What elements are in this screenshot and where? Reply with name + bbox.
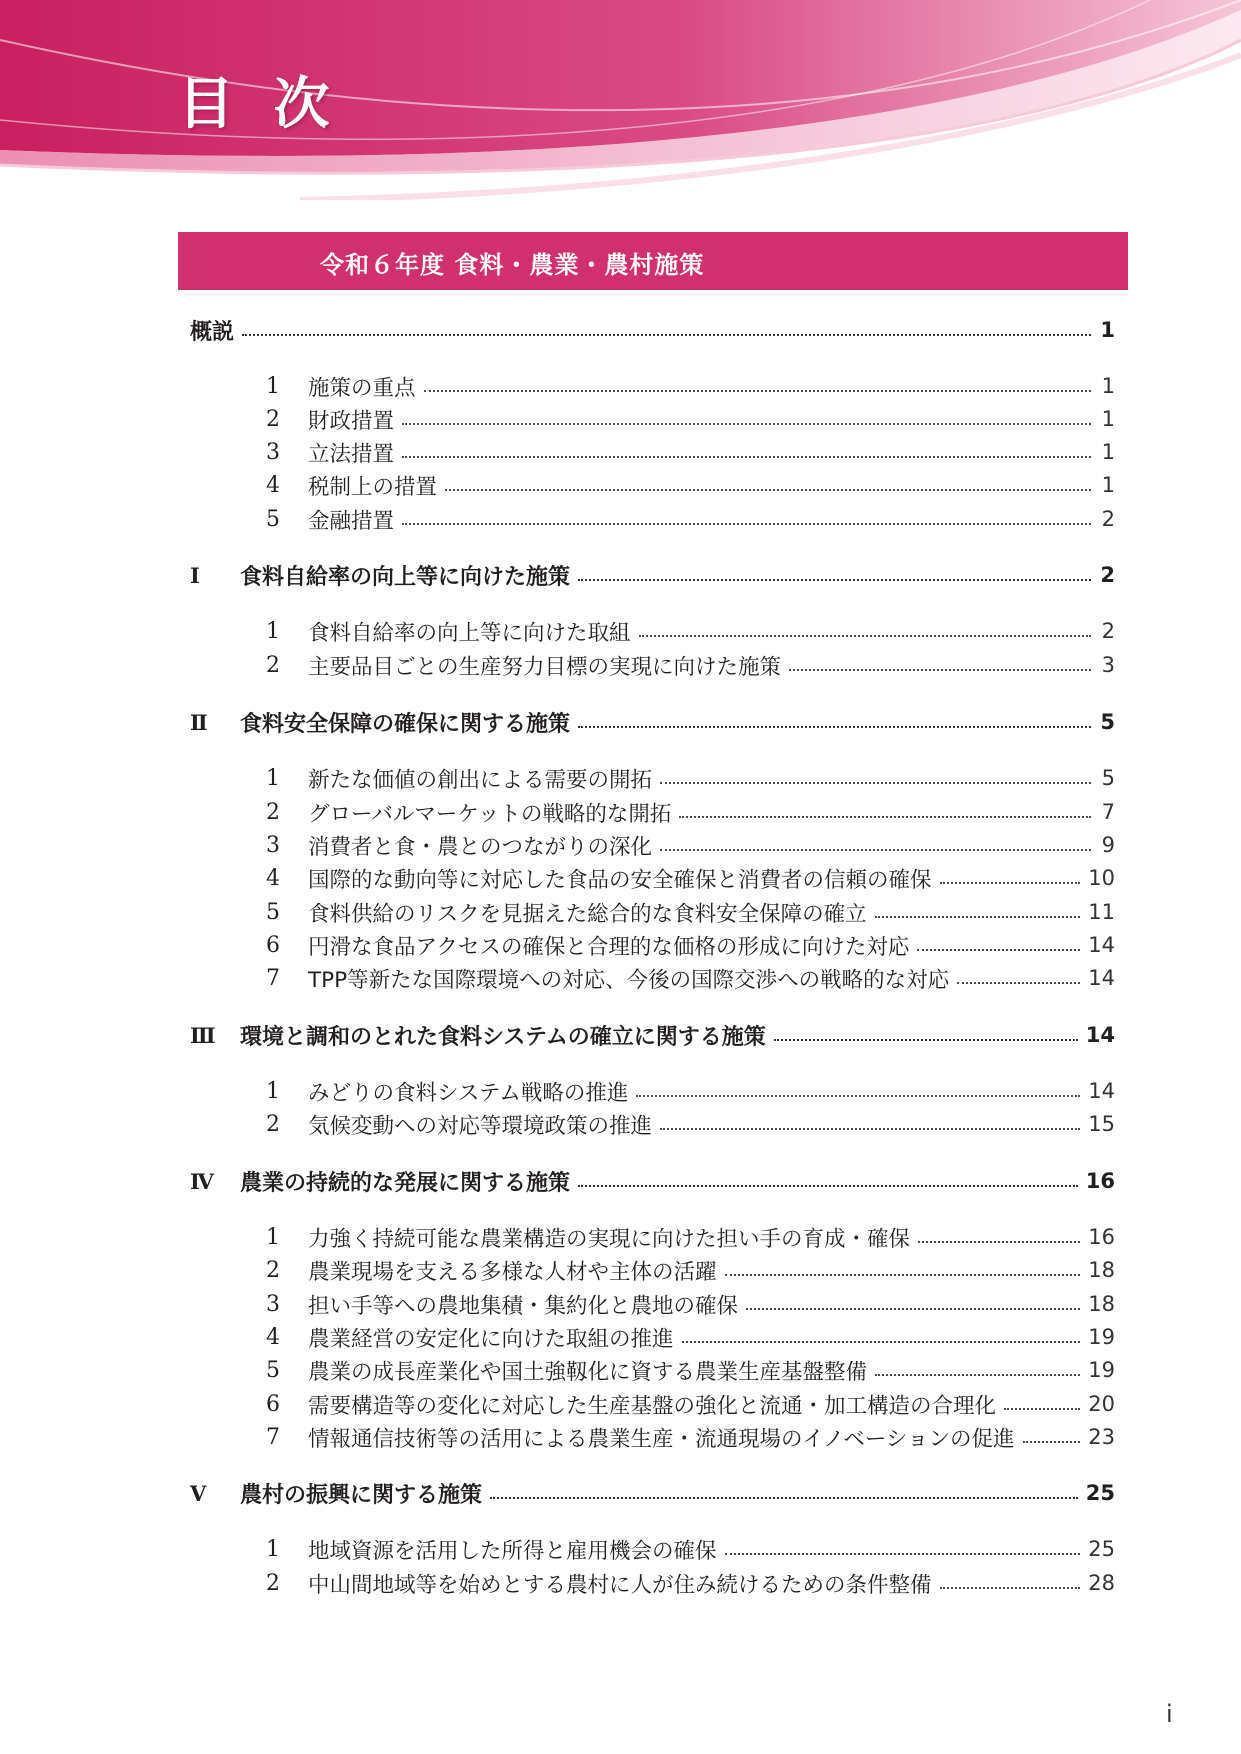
dot-leader xyxy=(402,422,1091,425)
toc-entry-number: 7 xyxy=(266,965,280,991)
toc-entry-page: 3 xyxy=(1101,653,1115,677)
toc-item-row[interactable] xyxy=(266,1420,1115,1454)
toc-entry-page: 23 xyxy=(1088,1425,1115,1449)
toc-entry-title: 気候変動への対応等環境政策の推進 xyxy=(308,1113,653,1139)
toc-entry-title: 円滑な食品アクセスの確保と合理的な価格の形成に向けた対応 xyxy=(308,934,910,960)
dot-leader xyxy=(402,455,1091,458)
toc-entry-number: 2 xyxy=(266,1257,280,1283)
toc-entry-title: みどりの食料システム戦略の推進 xyxy=(308,1080,629,1106)
toc-entry-title: 消費者と食・農とのつながりの深化 xyxy=(308,834,653,860)
toc-entry-title: 農業現場を支える多様な人材や主体の活躍 xyxy=(308,1259,717,1285)
toc-entry-number: Ⅰ xyxy=(190,562,200,588)
toc-entry-title: 農業の持続的な発展に関する施策 xyxy=(240,1170,571,1196)
toc-entry-title: 担い手等への農地集積・集約化と農地の確保 xyxy=(308,1293,739,1319)
dot-leader xyxy=(918,1240,1080,1243)
toc-entry-page: 1 xyxy=(1100,318,1115,342)
toc-entry-title: 主要品目ごとの生産努力目標の実現に向けた施策 xyxy=(308,654,782,680)
toc-item-row[interactable] xyxy=(266,928,1115,962)
toc-entry-page: 19 xyxy=(1088,1325,1115,1349)
toc-chapter-row[interactable] xyxy=(190,558,1115,592)
toc-entry-page: 16 xyxy=(1088,1225,1115,1249)
dot-leader xyxy=(789,668,1091,671)
toc-entry-title: 農村の振興に関する施策 xyxy=(240,1482,483,1508)
toc-entry-page: 5 xyxy=(1101,766,1115,790)
toc-entry-page: 18 xyxy=(1088,1292,1115,1316)
dot-leader xyxy=(957,981,1080,984)
toc-entry-number: 2 xyxy=(266,406,280,432)
toc-entry-title: 新たな価値の創出による需要の開拓 xyxy=(308,767,653,793)
toc-entry-page: 1 xyxy=(1101,440,1115,464)
dot-leader xyxy=(725,1273,1081,1276)
toc-entry-number: 5 xyxy=(266,506,280,532)
toc-item-row[interactable] xyxy=(266,1220,1115,1254)
toc-item-row[interactable] xyxy=(266,1287,1115,1321)
toc-item-row[interactable] xyxy=(266,468,1115,502)
toc-entry-page: 11 xyxy=(1088,900,1115,924)
toc-entry-number: 6 xyxy=(266,1391,280,1417)
toc-item-row[interactable] xyxy=(266,1320,1115,1354)
dot-leader xyxy=(660,781,1091,784)
toc-entry-page: 7 xyxy=(1101,800,1115,824)
toc-entry-number: 1 xyxy=(266,1078,280,1104)
toc-entry-number: 3 xyxy=(266,832,280,858)
toc-entry-number: Ⅲ xyxy=(190,1022,216,1048)
toc-item-row[interactable] xyxy=(266,861,1115,895)
toc-entry-number: 2 xyxy=(266,1570,280,1596)
toc-chapter-row[interactable] xyxy=(190,705,1115,739)
toc-entry-title: グローバルマーケットの戦略的な開拓 xyxy=(308,801,672,827)
toc-entry-number: Ⅴ xyxy=(190,1480,207,1506)
toc-entry-title: 国際的な動向等に対応した食品の安全確保と消費者の信頼の確保 xyxy=(308,867,932,893)
toc-entry-number: 1 xyxy=(266,1536,280,1562)
toc-item-row[interactable] xyxy=(266,1353,1115,1387)
toc-entry-title: 概説 xyxy=(190,319,235,345)
toc-chapter-row[interactable] xyxy=(190,1164,1115,1198)
toc-item-row[interactable] xyxy=(266,961,1115,995)
toc-entry-page: 5 xyxy=(1100,710,1115,734)
toc-entry-page: 14 xyxy=(1088,933,1115,957)
toc-item-row[interactable] xyxy=(266,761,1115,795)
toc-item-row[interactable] xyxy=(266,435,1115,469)
page-title: 目 次 xyxy=(178,72,340,137)
toc-entry-page: 1 xyxy=(1101,374,1115,398)
toc-entry-title: 中山間地域等を始めとする農村に人が住み続けるための条件整備 xyxy=(308,1572,932,1598)
dot-leader xyxy=(1023,1440,1081,1443)
toc-entry-page: 2 xyxy=(1100,563,1115,587)
dot-leader xyxy=(746,1307,1080,1310)
toc-item-row[interactable] xyxy=(266,648,1115,682)
toc-entry-page: 14 xyxy=(1088,966,1115,990)
toc-entry-title: 情報通信技術等の活用による農業生産・流通現場のイノベーションの促進 xyxy=(308,1426,1015,1452)
toc-entry-number: 7 xyxy=(266,1424,280,1450)
toc-entry-title: 農業の成長産業化や国土強靱化に資する農業生産基盤整備 xyxy=(308,1359,868,1385)
toc-entry-title: 施策の重点 xyxy=(308,375,416,401)
toc-entry-title: 食料自給率の向上等に向けた取組 xyxy=(308,620,631,646)
toc-entry-page: 1 xyxy=(1101,407,1115,431)
toc-entry-number: 1 xyxy=(266,765,280,791)
toc-entry-title: 力強く持続可能な農業構造の実現に向けた担い手の育成・確保 xyxy=(308,1226,911,1252)
toc-entry-number: 2 xyxy=(266,1111,280,1137)
dot-leader xyxy=(636,1094,1080,1097)
dot-leader xyxy=(660,848,1091,851)
dot-leader xyxy=(917,948,1080,951)
toc-entry-page: 2 xyxy=(1101,619,1115,643)
toc-entry-title: 食料安全保障の確保に関する施策 xyxy=(240,711,571,737)
dot-leader xyxy=(639,634,1091,637)
toc-entry-title: 財政措置 xyxy=(308,408,395,434)
dot-leader xyxy=(402,522,1091,525)
dot-leader xyxy=(725,1552,1081,1555)
toc-entry-title: 金融措置 xyxy=(308,508,395,534)
toc-item-row[interactable] xyxy=(266,895,1115,929)
toc-entry-page: 14 xyxy=(1088,1079,1115,1103)
dot-leader xyxy=(875,915,1081,918)
toc-entry-number: 4 xyxy=(266,865,280,891)
toc-entry-page: 19 xyxy=(1088,1358,1115,1382)
toc-item-row[interactable] xyxy=(266,1566,1115,1600)
toc-entry-title: 立法措置 xyxy=(308,441,395,467)
toc-entry-number: 5 xyxy=(266,1357,280,1383)
dot-leader xyxy=(940,881,1081,884)
dot-leader xyxy=(679,815,1091,818)
toc-entry-title: 需要構造等の変化に対応した生産基盤の強化と流通・加工構造の合理化 xyxy=(308,1393,997,1419)
toc-entry-number: 5 xyxy=(266,899,280,925)
toc-entry-page: 16 xyxy=(1085,1169,1115,1193)
toc-item-row[interactable] xyxy=(266,828,1115,862)
toc-entry-number: Ⅳ xyxy=(190,1168,214,1194)
dot-leader xyxy=(774,1038,1078,1041)
toc-entry-title: 農業経営の安定化に向けた取組の推進 xyxy=(308,1326,674,1352)
toc-entry-number: 3 xyxy=(266,1291,280,1317)
toc-item-row[interactable] xyxy=(266,614,1115,648)
toc-entry-page: 28 xyxy=(1088,1571,1115,1595)
toc-entry-page: 18 xyxy=(1088,1258,1115,1282)
toc-entry-number: 1 xyxy=(266,1224,280,1250)
toc-entry-title: 環境と調和のとれた食料システムの確立に関する施策 xyxy=(240,1024,766,1050)
toc-entry-number: 1 xyxy=(266,618,280,644)
toc-entry-page: 25 xyxy=(1085,1481,1115,1505)
toc-entry-number: 4 xyxy=(266,472,280,498)
toc-entry-title: 食料自給率の向上等に向けた施策 xyxy=(240,564,571,590)
dot-leader xyxy=(660,1127,1080,1130)
toc-chapter-row[interactable] xyxy=(190,1476,1115,1510)
dot-leader xyxy=(445,488,1091,491)
toc-entry-number: 1 xyxy=(266,373,280,399)
toc-entry-page: 9 xyxy=(1101,833,1115,857)
dot-leader xyxy=(682,1340,1081,1343)
toc-entry-title: TPP等新たな国際環境への対応、今後の国際交渉への戦略的な対応 xyxy=(308,967,950,993)
toc-entry-page: 14 xyxy=(1085,1023,1115,1047)
toc-entry-page: 15 xyxy=(1088,1112,1115,1136)
dot-leader xyxy=(1004,1407,1080,1410)
toc-entry-number: Ⅱ xyxy=(190,709,208,735)
dot-leader xyxy=(578,725,1091,728)
toc-entry-title: 税制上の措置 xyxy=(308,474,438,500)
toc-entry-page: 10 xyxy=(1088,866,1115,890)
toc-chapter-row[interactable] xyxy=(190,1018,1115,1052)
toc-item-row[interactable] xyxy=(266,1074,1115,1108)
dot-leader xyxy=(578,578,1091,581)
toc-item-row[interactable] xyxy=(266,1387,1115,1421)
toc-entry-page: 25 xyxy=(1088,1537,1115,1561)
toc-entry-number: 4 xyxy=(266,1324,280,1350)
dot-leader xyxy=(578,1184,1078,1187)
dot-leader xyxy=(424,389,1091,392)
toc-entry-number: 3 xyxy=(266,439,280,465)
page-number: i xyxy=(1166,1700,1173,1728)
toc-entry-number: 6 xyxy=(266,932,280,958)
dot-leader xyxy=(875,1373,1080,1376)
dot-leader xyxy=(490,1496,1078,1499)
toc-entry-page: 1 xyxy=(1101,473,1115,497)
toc-entry-page: 2 xyxy=(1101,507,1115,531)
toc-item-row[interactable] xyxy=(266,502,1115,536)
toc-item-row[interactable] xyxy=(266,1532,1115,1566)
toc-item-row[interactable] xyxy=(266,1253,1115,1287)
dot-leader xyxy=(242,333,1091,336)
toc-item-row[interactable] xyxy=(266,402,1115,436)
dot-leader xyxy=(940,1586,1081,1589)
toc-item-row[interactable] xyxy=(266,1107,1115,1141)
section-title: 令和６年度 食料・農業・農村施策 xyxy=(320,251,705,279)
toc-item-row[interactable] xyxy=(266,369,1115,403)
toc-entry-title: 地域資源を活用した所得と雇用機会の確保 xyxy=(308,1538,717,1564)
toc-chapter-row[interactable] xyxy=(190,313,1115,347)
toc-entry-number: 2 xyxy=(266,652,280,678)
toc-entry-number: 2 xyxy=(266,799,280,825)
toc-entry-title: 食料供給のリスクを見据えた総合的な食料安全保障の確立 xyxy=(308,901,867,927)
toc-entry-page: 20 xyxy=(1088,1392,1115,1416)
toc-item-row[interactable] xyxy=(266,795,1115,829)
